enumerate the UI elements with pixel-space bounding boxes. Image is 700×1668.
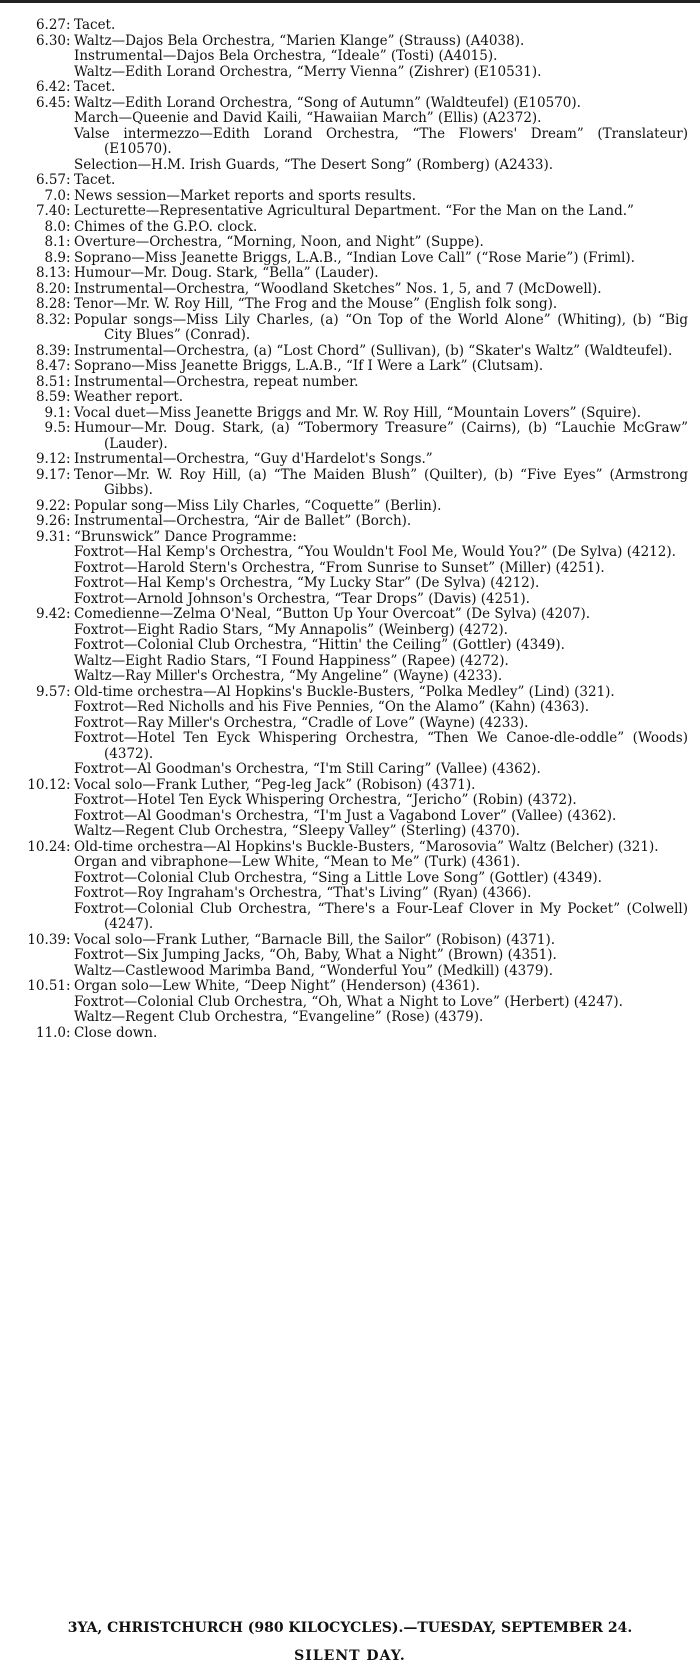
entry-line: Overture—Orchestra, “Morning, Noon, and Night” (Suppe). [74,234,484,250]
top-rule [0,0,700,3]
entry-line: Foxtrot—Hotel Ten Eyck Whispering Orchestra, “Then We Canoe-dle-oddle” (Woods) (4372). [74,730,688,762]
programme-entry [0,18,700,34]
entry-line: Weather report. [74,389,184,405]
entry-line: Valse intermezzo—Edith Lorand Orchestra, “The Flowers' Dream” (Translateur) (E10570). [74,125,688,157]
entry-items [74,266,700,282]
entry-line: Foxtrot—Ray Miller's Orchestra, “Cradle of Love” (Wayne) (4233). [74,714,529,731]
entry-time: 8.13 [35,265,66,281]
time-colon: : [66,497,71,514]
programme-entry [0,80,700,96]
entry-line: Humour—Mr. Doug. Stark, “Bella” (Lauder). [74,265,379,281]
entry-items [74,80,700,96]
entry-time: 8.32 [35,311,66,328]
entry-line: Tenor—Mr. W. Roy Hill, (a) “The Maiden Blush” (Quilter), (b) “Five Eyes” (Armstrong Gibbs). [74,466,688,498]
entry-line: Instrumental—Orchestra, “Air de Ballet” (Borch). [74,513,412,529]
entry-items [74,514,700,530]
time-colon: : [66,404,71,421]
programme-entry [0,313,700,344]
entry-items [74,344,700,360]
entry-line: Waltz—Regent Club Orchestra, “Evangeline” (Rose) (4379). [74,1009,484,1025]
entry-time: 8.20 [35,280,66,297]
time-colon: : [66,265,71,281]
entry-line: Close down. [74,1024,158,1041]
time-colon: : [66,203,71,219]
silent-day-heading: SILENT DAY. [294,1648,406,1664]
entry-line: Instrumental—Orchestra, “Woodland Sketches” Nos. 1, 5, and 7 (McDowell). [74,280,602,297]
entry-line: Waltz—Edith Lorand Orchestra, “Merry Vienna” (Zishrer) (E10531). [74,63,542,80]
entry-items [74,375,700,391]
entry-items [74,204,700,220]
programme-entry [0,685,700,778]
programme-entry [0,514,700,530]
entry-line: Instrumental—Orchestra, (a) “Lost Chord” (Sullivan), (b) “Skater's Waltz” (Waldteufel). [74,342,673,359]
programme-entry [0,530,700,608]
entry-time: 11.0 [35,1024,66,1041]
time-colon: : [66,17,71,33]
time-colon: : [66,249,71,266]
entry-line: News session—Market reports and sports results. [74,187,417,204]
time-colon: : [66,528,71,545]
entry-items [74,406,700,422]
entry-time: 8.39 [35,342,66,359]
time-colon: : [66,280,71,297]
entry-items [74,468,700,499]
entry-items [74,220,700,236]
time-colon: : [66,373,71,390]
entry-time: 10.51 [27,978,66,994]
entry-time: 9.57 [35,683,66,700]
entry-line: Old-time orchestra—Al Hopkins's Buckle-Busters, “Marosovia” Waltz (Belcher) (321). [74,838,659,855]
programme-entry [0,933,700,980]
entry-line: Waltz—Castlewood Marimba Band, “Wonderful You” (Medkill) (4379). [74,962,553,979]
entry-items [74,840,700,933]
entry-items [74,189,700,205]
entry-time: 7.40 [35,203,66,219]
programme-entry [0,173,700,189]
entry-line: Lecturette—Representative Agricultural Department. “For the Man on the Land.” [74,203,634,219]
entry-line: Soprano—Miss Jeanette Briggs, L.A.B., “Indian Love Call” (“Rose Marie”) (Friml). [74,249,635,266]
entry-line: Foxtrot—Hal Kemp's Orchestra, “My Lucky Star” (De Sylva) (4212). [74,575,540,591]
entry-items [74,778,700,840]
entry-line: Waltz—Edith Lorand Orchestra, “Song of Autumn” (Waldteufel) (E10570). [74,94,581,111]
entry-time: 8.47 [35,358,66,374]
entry-line: Foxtrot—Al Goodman's Orchestra, “I'm Still Caring” (Vallee) (4362). [74,761,541,777]
programme-entry [0,499,700,515]
entry-line: Foxtrot—Six Jumping Jacks, “Oh, Baby, What a Night” (Brown) (4351). [74,947,557,963]
entry-line: Foxtrot—Eight Radio Stars, “My Annapolis” (Weinberg) (4272). [74,621,508,638]
entry-line: Organ solo—Lew White, “Deep Night” (Henderson) (4361). [74,978,480,994]
entry-items [74,499,700,515]
entry-line: Humour—Mr. Doug. Stark, (a) “Tobermory Treasure” (Cairns), (b) “Lauchie McGraw” (Lauder). [74,420,688,452]
entry-line: Vocal duet—Miss Jeanette Briggs and Mr. W. Roy Hill, “Mountain Lovers” (Squire). [74,404,641,421]
entry-time: 8.59 [35,389,66,405]
entry-line: Foxtrot—Arnold Johnson's Orchestra, “Tear Drops” (Davis) (4251). [74,590,530,607]
entry-time: 9.5 [44,420,66,436]
programme-list [0,18,700,1041]
entry-line: Foxtrot—Colonial Club Orchestra, “Oh, What a Night to Love” (Herbert) (4247). [74,993,623,1010]
programme-entry [0,406,700,422]
entry-line: Tenor—Mr. W. Roy Hill, “The Frog and the Mouse” (English folk song). [74,296,558,312]
programme-entry [0,421,700,452]
entry-line: Foxtrot—Harold Stern's Orchestra, “From Sunrise to Sunset” (Miller) (4251). [74,559,605,576]
entry-time: 10.24 [27,838,66,855]
entry-items [74,530,700,608]
entry-items [74,235,700,251]
entry-line: Comedienne—Zelma O'Neal, “Button Up Your Overcoat” (De Sylva) (4207). [74,606,590,622]
time-colon: : [66,513,71,529]
time-colon: : [66,358,71,374]
time-colon: : [66,420,71,436]
entry-time: 9.17 [35,466,66,483]
entry-items [74,18,700,34]
time-colon: : [66,466,71,483]
programme-entry [0,34,700,81]
entry-line: Tacet. [74,172,116,188]
time-colon: : [66,311,71,328]
entry-time: 9.42 [35,606,66,622]
entry-time: 8.1 [44,234,66,250]
programme-entry [0,282,700,298]
entry-items [74,34,700,81]
entry-line: Waltz—Eight Radio Stars, “I Found Happiness” (Rapee) (4272). [74,652,509,669]
entry-time: 8.51 [35,373,66,390]
entry-line: Instrumental—Orchestra, “Guy d'Hardelot's Songs.” [74,451,433,467]
time-colon: : [66,683,71,700]
programme-entry [0,390,700,406]
entry-items [74,1026,700,1042]
entry-time: 9.12 [35,451,66,467]
entry-items [74,979,700,1026]
entry-items [74,452,700,468]
entry-items [74,297,700,313]
entry-line: Foxtrot—Colonial Club Orchestra, “Hittin' the Ceiling” (Gottler) (4349). [74,637,565,653]
station-heading: 3YA, CHRISTCHURCH (980 KILOCYCLES).—TUESDAY, SEPTEMBER 24. [67,1620,633,1636]
programme-entry [0,204,700,220]
programme-entry [0,96,700,174]
programme-entry [0,251,700,267]
time-colon: : [66,1024,71,1041]
entry-line: Waltz—Regent Club Orchestra, “Sleepy Valley” (Sterling) (4370). [74,823,520,839]
entry-time: 7.0 [44,187,66,204]
programme-entry [0,220,700,236]
entry-time: 9.1 [44,404,66,421]
entry-items [74,933,700,980]
entry-items [74,607,700,685]
programme-entry [0,452,700,468]
entry-line: Vocal solo—Frank Luther, “Barnacle Bill, the Sailor” (Robison) (4371). [74,931,556,948]
entry-line: Selection—H.M. Irish Guards, “The Desert Song” (Romberg) (A2433). [74,156,554,173]
time-colon: : [66,838,71,855]
entry-time: 8.28 [35,296,66,312]
entry-items [74,282,700,298]
entry-line: “Brunswick” Dance Programme: [74,528,297,545]
entry-line: Soprano—Miss Jeanette Briggs, L.A.B., “If I Were a Lark” (Clutsam). [74,358,544,374]
time-colon: : [66,342,71,359]
entry-line: Waltz—Dajos Bela Orchestra, “Marien Klange” (Strauss) (A4038). [74,32,525,49]
entry-items [74,96,700,174]
entry-time: 8.0 [44,218,66,235]
programme-entry [0,235,700,251]
entry-line: Old-time orchestra—Al Hopkins's Buckle-Busters, “Polka Medley” (Lind) (321). [74,683,615,700]
time-colon: : [66,389,71,405]
time-colon: : [66,218,71,235]
entry-line: Popular songs—Miss Lily Charles, (a) “On Top of the World Alone” (Whiting), (b) “Big City Blues” (Conrad). [74,311,688,343]
time-colon: : [66,172,71,188]
programme-entry [0,1026,700,1042]
entry-time: 6.27 [35,17,66,33]
entry-time: 10.12 [27,776,66,793]
entry-items [74,390,700,406]
entry-line: Tacet. [74,17,116,33]
entry-line: Chimes of the G.P.O. clock. [74,218,258,235]
programme-entry [0,266,700,282]
entry-items [74,421,700,452]
programme-entry [0,297,700,313]
programme-entry [0,607,700,685]
time-colon: : [66,32,71,49]
time-colon: : [66,451,71,467]
entry-line: Waltz—Ray Miller's Orchestra, “My Angeline” (Wayne) (4233). [74,668,503,684]
entry-time: 9.26 [35,513,66,529]
entry-line: Foxtrot—Roy Ingraham's Orchestra, “That's Living” (Ryan) (4366). [74,885,532,901]
programme-entry [0,840,700,933]
entry-time: 8.9 [44,249,66,266]
entry-time: 10.39 [27,931,66,948]
time-colon: : [66,296,71,312]
entry-line: Foxtrot—Hotel Ten Eyck Whispering Orchestra, “Jericho” (Robin) (4372). [74,792,577,808]
entry-items [74,359,700,375]
time-colon: : [66,606,71,622]
programme-entry [0,979,700,1026]
entry-items [74,173,700,189]
entry-line: March—Queenie and David Kaili, “Hawaiian March” (Ellis) (A2372). [74,110,542,126]
entry-line: Tacet. [74,79,116,95]
entry-line: Popular song—Miss Lily Charles, “Coquette” (Berlin). [74,497,442,514]
time-colon: : [66,234,71,250]
time-colon: : [66,978,71,994]
entry-line: Instrumental—Orchestra, repeat number. [74,373,359,390]
entry-line: Organ and vibraphone—Lew White, “Mean to Me” (Turk) (4361). [74,854,521,870]
programme-entry [0,375,700,391]
time-colon: : [66,187,71,204]
time-colon: : [66,931,71,948]
programme-entry [0,344,700,360]
entry-line: Foxtrot—Colonial Club Orchestra, “Sing a Little Love Song” (Gottler) (4349). [74,869,602,886]
programme-entry [0,778,700,840]
time-colon: : [66,776,71,793]
entry-time: 6.42 [35,79,66,95]
entry-items [74,313,700,344]
entry-line: Foxtrot—Hal Kemp's Orchestra, “You Wouldn't Fool Me, Would You?” (De Sylva) (4212). [74,544,676,560]
entry-time: 6.57 [35,172,66,188]
entry-time: 9.31 [35,528,66,545]
entry-line: Foxtrot—Al Goodman's Orchestra, “I'm Just a Vagabond Lover” (Vallee) (4362). [74,807,617,824]
entry-time: 6.30 [35,32,66,49]
time-colon: : [66,94,71,111]
programme-entry [0,359,700,375]
entry-line: Foxtrot—Colonial Club Orchestra, “There's a Four-Leaf Clover in My Pocket” (Colwell) (4247). [74,900,688,932]
entry-items [74,251,700,267]
programme-entry [0,468,700,499]
entry-time: 6.45 [35,94,66,111]
programme-entry [0,189,700,205]
time-colon: : [66,79,71,95]
entry-line: Vocal solo—Frank Luther, “Peg-leg Jack” (Robison) (4371). [74,776,476,793]
entry-line: Instrumental—Dajos Bela Orchestra, “Ideale” (Tosti) (A4015). [74,48,498,64]
entry-items [74,685,700,778]
entry-line: Foxtrot—Red Nicholls and his Five Pennies, “On the Alamo” (Kahn) (4363). [74,699,590,715]
entry-time: 9.22 [35,497,66,514]
